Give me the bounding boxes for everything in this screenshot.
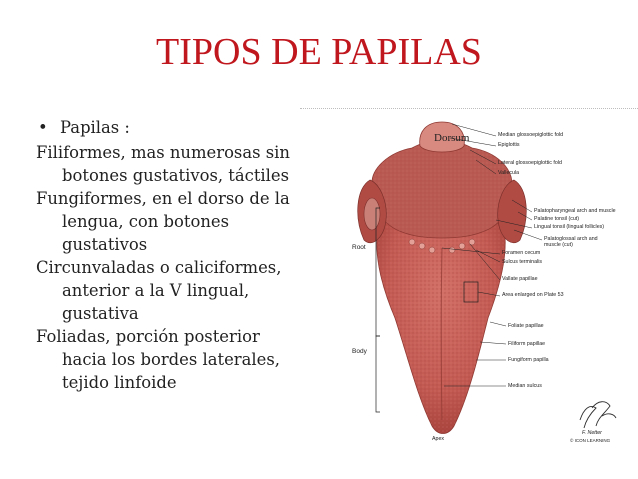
label-fungiform-papilla: Fungiform papilla [508,357,549,363]
label-credit: © ICON LEARNING [570,438,611,443]
tongue-illustration [300,108,638,448]
label-palatopharyngeal-arch: Palatopharyngeal arch and muscle [534,208,616,214]
slide-title: TIPOS DE PAPILAS [156,31,482,73]
item-fungiformes: Fungiformes, en el dorso de la lengua, con botones gustativos [36,189,290,254]
label-filiform-papillae: Filiform papillae [508,341,546,347]
bullet-icon: • [38,118,48,137]
label-body: Body [352,348,367,355]
item-foliadas: Foliadas, porción posterior hacia los bordes laterales, tejido linfoide [36,327,286,392]
bullet-label: Papilas : [60,118,130,137]
label-dorsum: Dorsum [434,132,470,144]
label-root: Root [352,244,366,251]
label-signature: F. Netter [582,430,602,436]
label-vallate-papillae: Vallate papillae [502,276,538,282]
label-median-sulcus: Median sulcus [508,383,542,389]
papillae-text [36,116,298,416]
label-median-glossoepiglottic-fold: Median glossoepiglottic fold [498,132,564,138]
label-lingual-tonsil: Lingual tonsil (lingual follicles) [534,224,605,230]
label-area-enlarged: Area enlarged on Plate 53 [502,292,564,298]
label-foramen-cecum: Foramen cecum [502,250,541,256]
label-epiglottis: Epiglottis [498,142,520,148]
bullet-papilas [38,116,298,139]
netter-signature [580,402,616,428]
label-foliate-papillae: Foliate papillae [508,323,544,329]
label-palatine-tonsil: Palatine tonsil (cut) [534,216,580,222]
label-vallecula: Vallecula [498,170,520,176]
label-palatoglossal-arch: Palatoglossal arch and muscle (cut) [544,236,598,248]
tongue-drawing [300,108,638,448]
label-lateral-glossoepiglottic-fold: Lateral glossoepiglottic fold [498,160,562,166]
label-sulcus-terminalis: Sulcus terminalis [502,259,543,265]
item-filiformes: Filiformes, mas numerosas sin botones gustativos, táctiles [36,143,290,185]
label-apex: Apex [432,436,445,442]
item-circunvaladas: Circunvaladas o caliciformes, anterior a la V lingual, gustativa [36,258,282,323]
